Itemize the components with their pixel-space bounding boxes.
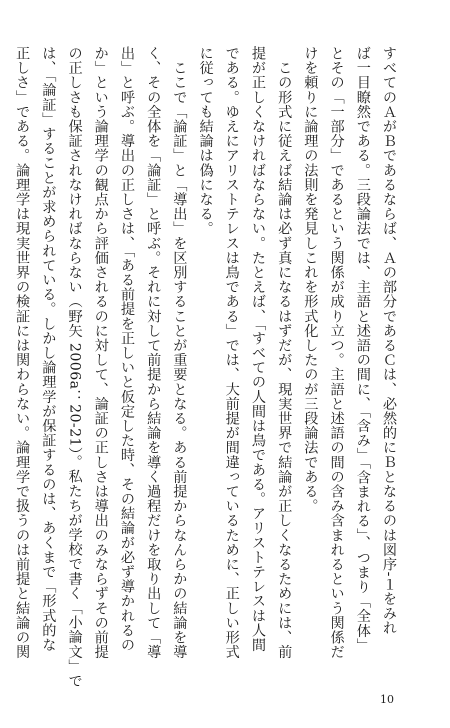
text-line: すべてのＡがＢであるならば、Ａの部分であるＣは、必然的にＢとなるのは図序-１をみれ <box>381 46 397 636</box>
text-line: 提が正しくなければならない。たとえば、「すべての人間は鳥である。アリストテレスは人間 <box>249 46 266 653</box>
text-line: は、「論証」することが求められている。しかし論理学が保証するのは、あくまで「形式的な <box>40 46 57 653</box>
text-line: く、その全体を「論証」と呼ぶ。それに対して前提から結論を導く過程だけを取り出して「導 <box>145 46 162 660</box>
text-line: に従っても結論は偽になる。 <box>197 46 214 236</box>
text-line: か」という論理学の観点から評価されるのに対して、論証の正しさは導出のみならずその前提 <box>92 46 109 660</box>
body-text <box>9 46 402 689</box>
page-number: 10 <box>380 693 394 706</box>
text-line: 正しさ」である。論理学は現実世界の検証には関わらない。論理学で扱うのは前提と結論の関 <box>14 46 31 660</box>
text-line: 出」と呼ぶ。導出の正しさは、「ある前提を正しいと仮定した時、その結論が必ず導かれるの <box>118 46 135 653</box>
text-line: この形式に従えば結論は必ず真になるはずだが、現実世界で結論が正しくなるためには、前 <box>276 46 293 660</box>
text-line: ここで「論証」と「導出」を区別することが重要となる。ある前提からなんらかの結論を導 <box>171 46 188 660</box>
text-line: である。ゆえにアリストテレスは鳥である」では、大前提が間違っているために、正しい形式 <box>223 46 240 660</box>
text-line: ば一目瞭然である。三段論法では、主語と述語の間に、「含み」「含まれる」、つまり「全体」 <box>354 46 371 653</box>
text-line: とその「一部分」であるという関係が成り立つ。主語と述語の間の含み含まれるという関係だ <box>328 46 345 660</box>
text-line: の正しさも保証されなければならない（野矢 2006a：20-21）。私たちが学校で書く「小論文」で <box>66 46 83 689</box>
text-line: けを頼りに論理の法則を発見しこれを形式化したのが三段論法である。 <box>302 46 319 514</box>
